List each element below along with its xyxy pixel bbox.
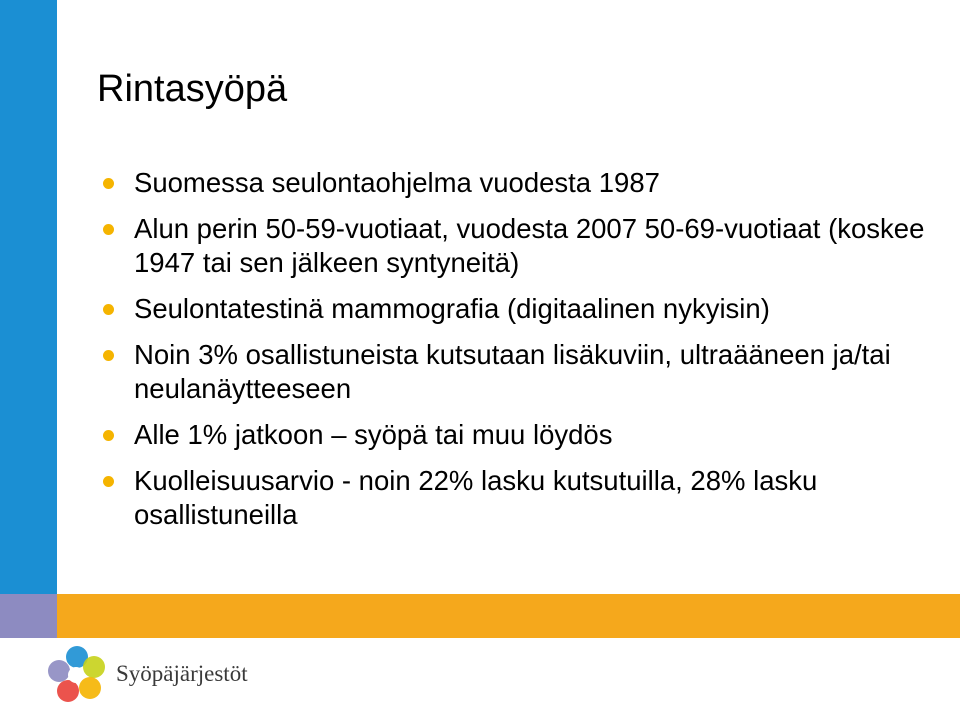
- bullet-dot-icon: [103, 430, 114, 441]
- bullet-dot-icon: [103, 224, 114, 235]
- logo-text: Syöpäjärjestöt: [116, 661, 248, 686]
- flower-logo-icon: [46, 645, 108, 705]
- bullet-item: [103, 418, 943, 452]
- left-accent-bar: [0, 0, 57, 594]
- bullet-text: Seulontatestinä mammografia (digitaalinen nykyisin): [134, 293, 770, 324]
- bullet-dot-icon: [103, 350, 114, 361]
- organization-logo: [46, 645, 256, 705]
- bullet-text: Alle 1% jatkoon – syöpä tai muu löydös: [134, 419, 613, 450]
- bullet-text: Alun perin 50-59-vuotiaat, vuodesta 2007 50-69-vuotiaat (koskee 1947 tai sen jälkeen syntyneitä): [134, 213, 925, 278]
- bullet-dot-icon: [103, 178, 114, 189]
- bullet-dot-icon: [103, 304, 114, 315]
- slide-title: Rintasyöpä: [97, 68, 288, 110]
- bullet-item: [103, 338, 943, 406]
- bullet-item: [103, 166, 943, 200]
- bullet-text: Kuolleisuusarvio - noin 22% lasku kutsutuilla, 28% lasku osallistuneilla: [134, 465, 818, 530]
- bullet-dot-icon: [103, 476, 114, 487]
- bullet-list: [103, 166, 943, 544]
- left-accent-bar-foot: [0, 594, 57, 638]
- bullet-item: [103, 464, 943, 532]
- bottom-accent-bar: [57, 594, 960, 638]
- bullet-text: Noin 3% osallistuneista kutsutaan lisäkuviin, ultraääneen ja/tai neulanäytteeseen: [134, 339, 891, 404]
- bullet-item: [103, 212, 943, 280]
- bullet-item: [103, 292, 943, 326]
- bullet-text: Suomessa seulontaohjelma vuodesta 1987: [134, 167, 660, 198]
